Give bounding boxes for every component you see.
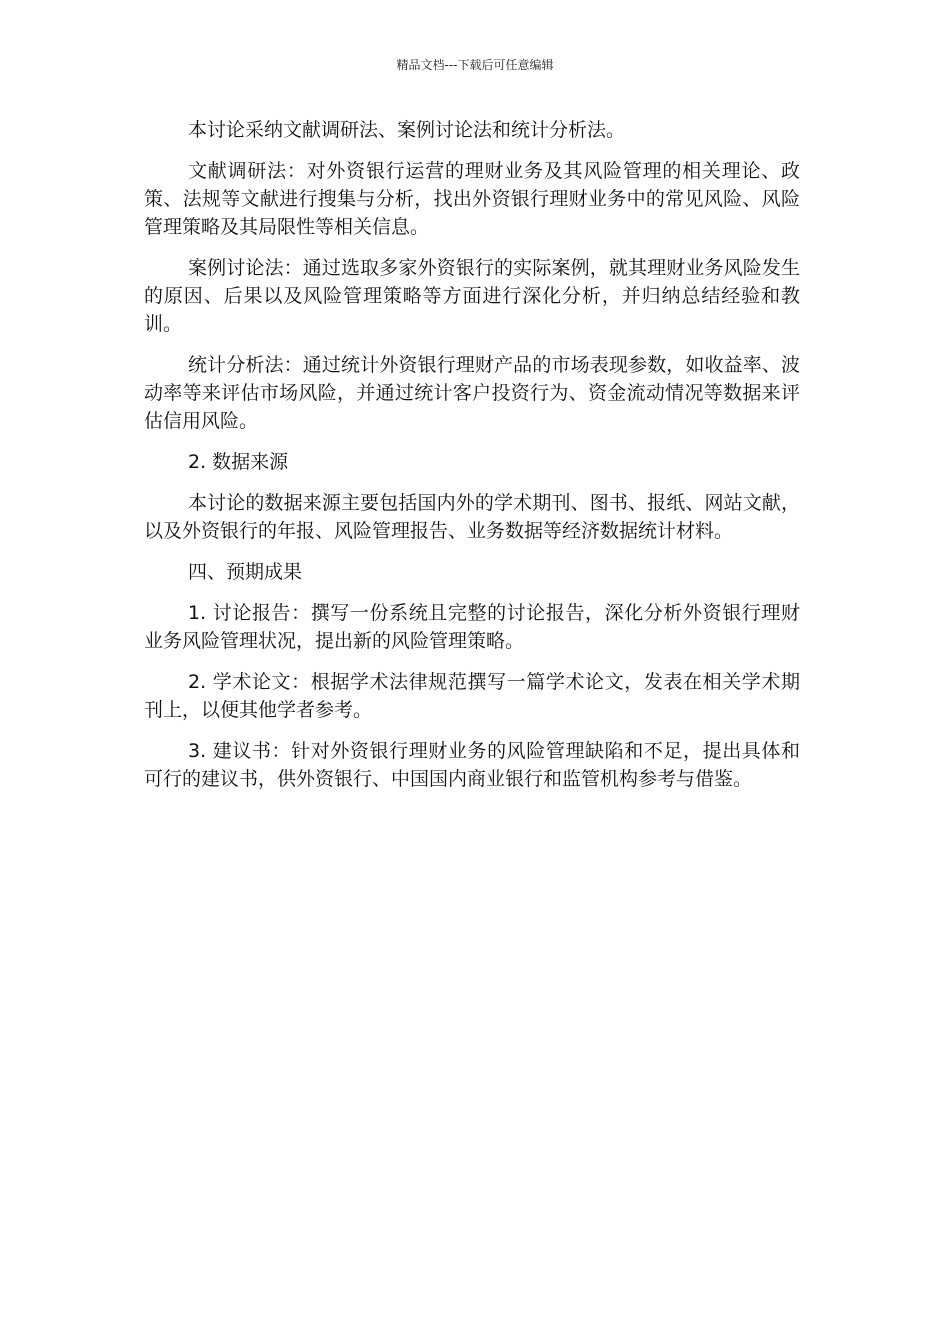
paragraph-result-proposal: 3. 建议书：针对外资银行理财业务的风险管理缺陷和不足，提出具体和可行的建议书，供外资银行、中国国内商业银行和监管机构参考与借鉴。 (144, 740, 800, 790)
paragraph-methods-intro: 本讨论采纳文献调研法、案例讨论法和统计分析法。 (188, 119, 626, 141)
paragraph-literature-method: 文献调研法：对外资银行运营的理财业务及其风险管理的相关理论、政策、法规等文献进行搜集与分析，找出外资银行理财业务中的常见风险、风险管理策略及其局限性等相关信息。 (144, 160, 800, 238)
page-header: 精品文档---下载后可任意编辑 (396, 58, 554, 72)
section-heading-expected-results: 四、预期成果 (188, 561, 303, 583)
paragraph-case-method: 案例讨论法：通过选取多家外资银行的实际案例，就其理财业务风险发生的原因、后果以及风险管理策略等方面进行深化分析，并归纳总结经验和教训。 (144, 257, 800, 335)
paragraph-result-report: 1. 讨论报告：撰写一份系统且完整的讨论报告，深化分析外资银行理财业务风险管理状况，提出新的风险管理策略。 (144, 602, 800, 652)
paragraph-statistics-method: 统计分析法：通过统计外资银行理财产品的市场表现参数，如收益率、波动率等来评估市场风险，并通过统计客户投资行为、资金流动情况等数据来评估信用风险。 (144, 354, 800, 432)
document-body (144, 116, 800, 806)
paragraph-data-source: 本讨论的数据来源主要包括国内外的学术期刊、图书、报纸、网站文献，以及外资银行的年报、风险管理报告、业务数据等经济数据统计材料。 (144, 492, 800, 542)
section-heading-data-source: 2. 数据来源 (188, 451, 289, 473)
paragraph-result-paper: 2. 学术论文：根据学术法律规范撰写一篇学术论文，发表在相关学术期刊上，以便其他学者参考。 (144, 671, 800, 721)
